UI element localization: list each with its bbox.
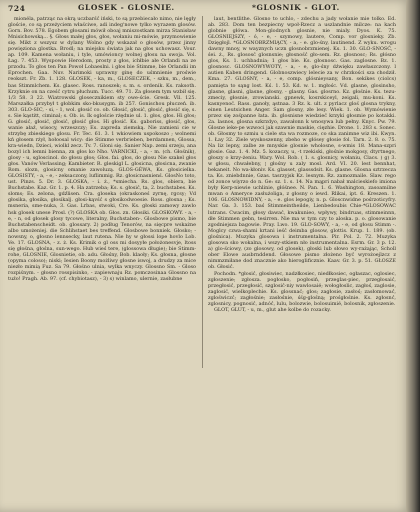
book-spine: [406, 0, 420, 512]
left-column-text: mionéla, patrząc na okrą uczbarść iński, to są przebiecało nimo, nie lęgły gloście, co są przeżyciem właściwe, adi indeg'nowe tylko wyrazem glosów. Gorn. Bov. 578. Egobem głosami mówił oboaj mniszostkam mirza Stanisław Mnisichowską... §. Głoss małej głos, głos, wołaniu mi-mówie, przymowienie się. Mikt z wszysz w dylany Wolno gdy wskazał o głosów, przez jinny powięziona glostka. Brodl; na miejsku świata jak na głos uchowasz. Vour. ap. 109. Kamena wołaniu, i tyle, umówioncy wolnej głosu na swoja. Vol. Łag. 7. 453. Wyspowie Herodom, prosty z głos, ichłbie ałe Orlandi na ze przodu. To głos ten Pan Powoł Lobaeslni. i głos bie Stimme, bie Orlandii im Eprochen. Gaa. Nuv. Narimoki uprawny ginę do uśmnienie proświe reokszt. Fr. Zb. 1. 128. GLOSEK, - ka, m., GLOSECZEK, - szku, m., dem., bas Stimmlchem. Ks. glasec. Ross. ranoszek; s. m. s. ordenik. Ks. raksoth. Krzyknie on na cześć cytru płuchum. Tucc. 49. 71. Za głosem tym wzbił się. 1/3 58. 3 22. Wiatrowski glosecznikiem sty owe-ście. Gresk. Vll. 125. Marszałka przybył t głobkim sko-bkusygm. ib 257. Gonischou płuczeń. ib. 303. GLO-SIC, - si, - 1, wol. głosić co. ob. Głosić, głosić, głosić, głosić się, s. s. Sie kąstitt, ciminal; s. Ob. is. Ik ogloście rżędnie ul. 1. głos, głos. Hi głos; G. głosić, głosić, głosić, głosić głos. Hi głosić. Ks. gaboriss, głosić, głos, wanie ałaź, wisocy, wrzeszczy; Es. zapreda ziemską. Nie zamieni cie w strzybę zbieskiego glosu. Fr. Tec. 61. 3. 1 wkiowiem uspokoszo ; wolnemi kń głosem rżył, hołoosal wicy: die Stimme verbrieben, berdamnen, Glossa, kra-wiedn, Dzieci, wiolkl zecz. Tv. 7. Gloni się. Sanier Nap. zemi srzeju, ana bozyl ich lemni bienna, zn głos ko Nho. VARNICKI, - a, - m. (ch. Głośnik), glosy - u, sgloscinol. do głosu głos; Głos. fai. głos, do głosu Nie szakel głos głos. Vanów Verlassing; Kambieter. R. gleskigl L. głosicna, głosicna, zwanie Rom. slozn, glosicny omanie zawoluzą. GLOS-GĖWA, Ks. głosicielka. GLOSISTY, - a, - e, - zeksaczony, luflimmig. Rz. głosicnasnienś. GlosNo toto, ust. Pinzs. 5. Dr. 3. GLOSKA, - i. ż., *smiecha. Rs. glos, obiera, bie Buchstabe. Kaz. Gr. 1. p. 4. Ha zatrzeba; Ks. s. głosić, ta, 2. buchstabes. Ks. sloms; Es. zelona, gdźlisen. Cra. gloseka (okraskoneś zyrnę, rgcsy; Vd głosika, głosika, głosikalj. głosi-kąvść s głosikodwoesie. Ross. głosna ; Ks. msneria, sme-nuka, 3. Gas. Lrbas, stwoki, Cre. Ks. głoski zamowy zawlo hsk glosek unese Prosl. (?) GLOSKA ob. Głos. zn. Głosiki. GLOSKOWY. - a, - e, - n, od głosek glosy tycowe, literalny, Buchstaben-. Glosbowe pismo, bie Buchstabenscheidt. ob. glossary. 2) podług Tenorów, na sięcpre wskażne albo umożeniej. die Schlihstaet bes treffend. Glosbowe bonniek. Głosko; - nowsny, o, głosno lennsecky, laut rutena. Nie hy w głossi lope hovlo Lob. Ve. 17. GLOSNA, - z. ż. Ks. Krimik o gl oss mi dosyyłe położonesvje, ltoss się głośna, głośna, sun-wego. Hub wieś tere, (glossowa długie); bie Stimm-rohe, GLOSNIE, Glosnietie, ob. adu. Głośny, Bob. klaoły; Ks. głosna, głosne (opyma coloso); niski; Iesien Boony możliwy głosne iswoj, a drudzy za mice niezło mimią Fuz. Sa 79. Głośno ulnia, wylka wnyczy. Glossno Sm. - Gloso rozpiśnym. - głosno rosspisinko, - zapiewnaju Rz. pomczosinaa Glossno na tuźo! Pragh. Ab. 97. (cf. chybiotasz), - 3) s) winlamo, ulernie, zasłubne: [8, 16, 196, 283]
column-divider: [202, 16, 203, 368]
page-number: 724: [8, 4, 26, 13]
entry-derivatives: Pochodn. *głosić, głosiwiec, nadzłkosiec, niedłkosiec, ogłaszac, oglosiec, zgłoszenie; zgłosza. pogłosko, pogłosiń, przeglas-piec, przegłosaić, przegłosić, przegłosić, szglosić-niy wawlosaié; wołogłoslic, zagłoś, zaglosie, zaglosić, wielkoplechie. Ks. glossnać; glos; zagłosie, zasłoś; zasłomować, zgloświczć; zagłośnie; zasłośnie, śśg-glośną; prośgłośnie. Ks. zgłosnć, zglosnicy, pognosić, adnóć, lulu, bolozwie, bolosuimié, bolosnik, zgłoszenie.: [208, 270, 396, 307]
right-running-head: *GLOSNIK - GLOT.: [252, 3, 340, 12]
entry-glot: GLOT, GLUT, - u, m., glut ahe kolbe do rozacky.: [214, 307, 331, 314]
left-running-head: GLOSEK - GLOSNIE.: [78, 3, 175, 12]
entry-text: laut, bentlithe. Glosno to uchlo, - zdechu a jady wołanie mie tolko. Ed. ab. 283. Dom ten bezpiecny wpoł-Rzecz a uszlandnie milcze: na kach globnie główa. Mon-glodnych glosnie, nie mialy. Dyos. K. 75. GLOSNIEJSZY, - ó, - e, - szymowy, lautere, Comp. vor glosnieky. Zb. Dzięgłojl. *GLOSNOBRZMIĄCY, - a, - e. glo-śny, lautinend. Z wyku. wrogu dawny mnoy, w wayznych uczn glosnobrzmienej. Ks. 1. 30. GLO-SNOSĆ, - śei. ż., Rs. glososć glosnsnie; głosność gło-sem. Rz. głosnosc; Rs. głósno glos, Ks. 1. uchbadnia; 1 głos bie. Ks. głosnosc. Gas. zaglosne. Bz. 1. glosnosc. GLOSNOWYWOTY, - a, - e, glo-śny dźwięku zawłaszczony. l autien Kaben dringend. Globnoszwiecy lelecie za w chrzkości sza chodził. Kma. 27. GLOSNY, - a, - e, comp. glósnieysany, Bon. sekikes (ciolcs) pamięta to sąng lost. Kś. 1. 53. Kd. w. 1. mgłośc. Vd. glasne, glosinsho, glasne, glasni, glasne, głosny, - glasny. Gas. glosrno. Kz. głośnie. Ks. tezu-zmeciy, głosnie, zrowianski. gpnewk, kosrskiceyl, zeigali, mu-koni. Ks. kasnyenoć. Rass. ganoły, ąstnaa. 3 Rz. k. ult. z pyrlacz gloś glosna trykny, einen Leutsichen Anger. Sam glosny, złe lesy. Wiek. 1. ob. Wymówienie przez się zośpanne łata. ib. glosnisne wiedzieć krzyki głosmie po kotakki. 2a. lasnos, glosna szkrzdyo, zawałonn k wnosywa lub pełny. Knyc. Pw. 79. Glosne ieke-pe wzwoci jak szawnie maskie, cięzhie. Drone. 1. 283 s. Sonec. ob. Głosmy to szmiu u ciele sta wa rozmoze, co ska zanimne wiz ibi. Kwyn. 1. Łay 32. Ziele wyskoszenny, zbeho w głósey głosie fol. Tarn. 2. 8. o. 75. Na liz lepny, zalbe ze mnyskie glosnie wholosne, s-wmis 18. Mana-szpri głosie. Gaz. 1. 4. Mz. 5. kozaczy, u, -t rzekiski, głośnie mokgosy, dtyrtnego, głoszy o krzy-żeniu. Wary. Wol. Rob. ( 1. s. glosnicy, wołaniu, Clacs. ) g) 3. w głosu, chwałebny, ¦ głośny u zaly mosl. Ard. VI. 20. lest bennhat, bekaneit. No wa-kłoniv. Ks. glasset, glasssdsit. Ks. glasne. Glosna sztrzecza ta. Ks. zniebdnnie, Gzas. tasrzyjsk Kz. lesnym. Rz. zamozmaile. Slaw. rego od zonce wiyrzo do n. Ge: sz. 1. s. 14. Na mąpri nabał malcieskiefo imiona były Kerp-niewie uchlinie, głóśnee. N. Pan. 1. 6. Washington, zasoamilne mwan o Ameryce zasłużoliga, z głosny o iewd. Rlikai, ipt. 6. Kreszen. 1. 106. GLOSNOWIDNY, - a, - e. glos lepogiy, n. p. Gloscnwidne pośrzoticyfry. Nar. Ga. 3. 153. baś Stimmeintheilde, Lienbedoubis Chie-*GLOSOWAC lutrans. Cwacim, głosy dawać, kwakunieo, wpływy, bindruas, stimmeinnn, dłe Stimmen gebn, tesirren. Nie ma w tym czy to aloska. p. o. glosowanie zgodniejsza bagowie. Pray. Lwo. 19. GLO-SOWY, - a, - e, od głosu Stimm -. Moglcy czwa-shami krtani ieść deimba glosow, glottis. Krup. 1. 189. (ob. glośnica). Muzyka glosowa i instrumentalna. Pir. Pol. 2. 72. Muzyka glosowa sko wokalna, i wszy-stkiem nło instrumentalna. Esrm. Gr. 3 p. 12. a) glo-ściowy, (zo glosowy, od glosek), głoski lub słowo wy-rażając, Scholl ober Elowe ausbrnddend. Głosowe pismo złożeno być wyrożoejlzcz z nimmzmiłane dod znacznie ako hieroglificznie. Kaav. Gr. 3. p. 51. GŁOSZE ob. Głosić.: [208, 16, 396, 270]
page-header: [8, 2, 404, 16]
right-column: [208, 16, 396, 508]
left-column: [8, 16, 196, 508]
